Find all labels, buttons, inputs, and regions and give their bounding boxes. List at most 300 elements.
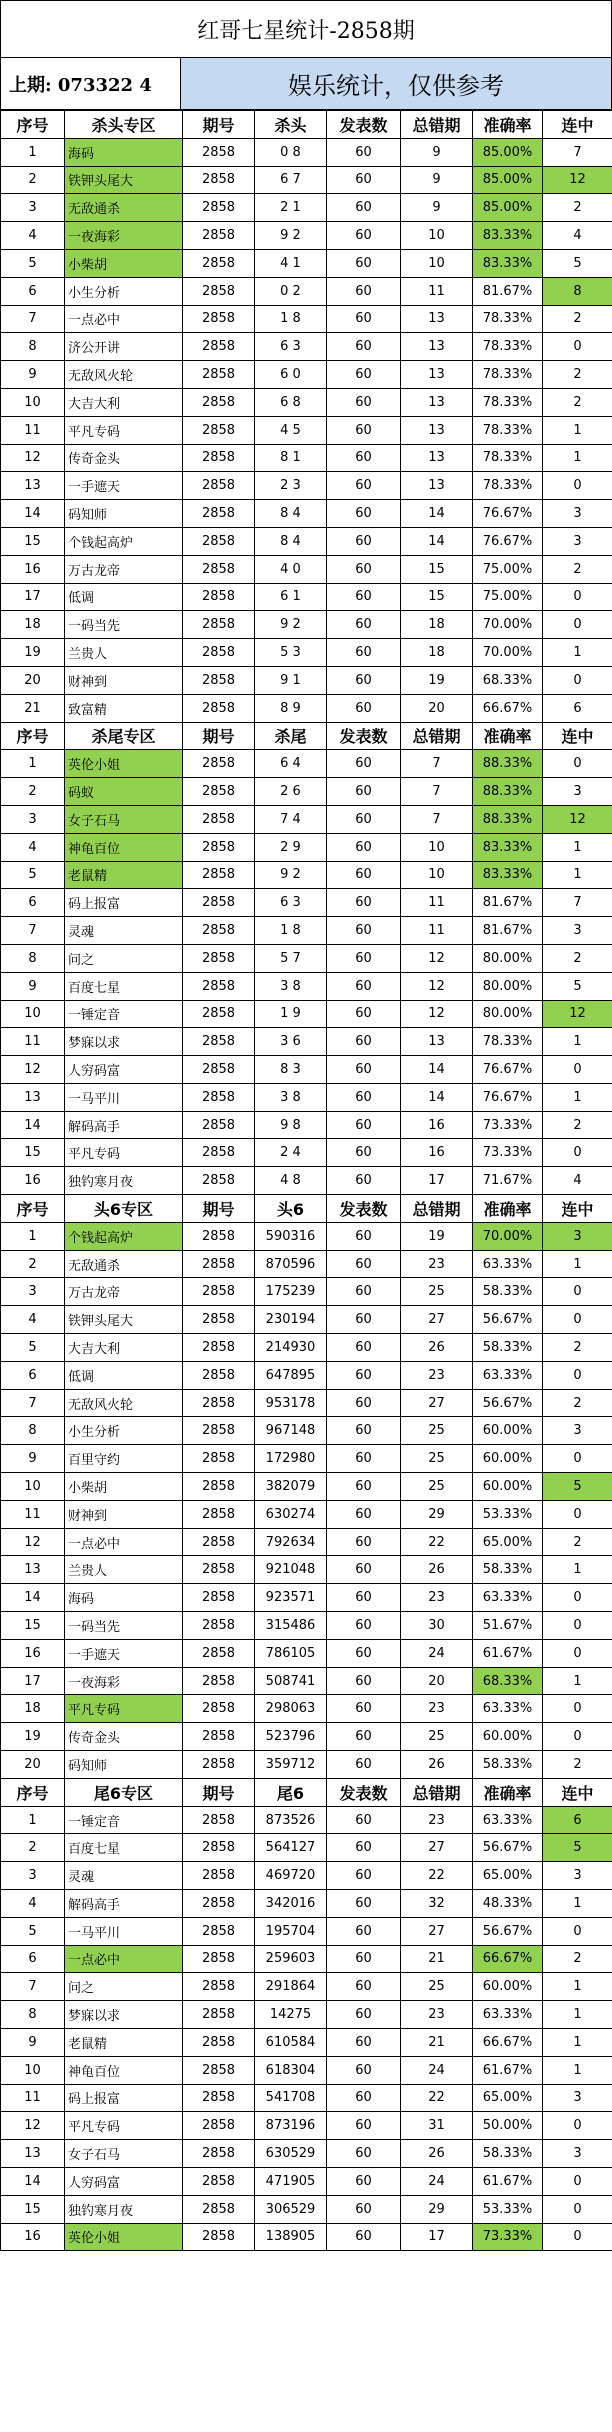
cell-total-misses: 23 xyxy=(401,1806,473,1834)
cell-prediction: 6 1 xyxy=(255,583,327,611)
cell-total-misses: 14 xyxy=(401,1083,473,1111)
cell-total-misses: 9 xyxy=(401,138,473,166)
cell-streak: 2 xyxy=(543,194,612,222)
cell-post-count: 60 xyxy=(327,1361,401,1389)
cell-post-count: 60 xyxy=(327,583,401,611)
cell-period: 2858 xyxy=(183,1334,255,1362)
cell-source-name: 平凡专码 xyxy=(65,2112,183,2140)
cell-source-name: 一锤定音 xyxy=(65,1000,183,1028)
cell-post-count: 60 xyxy=(327,639,401,667)
cell-accuracy: 78.33% xyxy=(473,444,543,472)
cell-source-name: 灵魂 xyxy=(65,1862,183,1890)
cell-post-count: 60 xyxy=(327,444,401,472)
cell-source-name: 海码 xyxy=(65,1584,183,1612)
cell-period: 2858 xyxy=(183,2056,255,2084)
cell-prediction: 214930 xyxy=(255,1334,327,1362)
cell-period: 2858 xyxy=(183,1695,255,1723)
cell-prediction: 6 3 xyxy=(255,333,327,361)
cell-prediction: 2 6 xyxy=(255,778,327,806)
cell-total-misses: 25 xyxy=(401,1445,473,1473)
cell-row-index: 4 xyxy=(1,1890,65,1918)
header-row-index: 序号 xyxy=(1,722,65,750)
cell-streak: 2 xyxy=(543,555,612,583)
cell-streak: 5 xyxy=(543,1473,612,1501)
cell-post-count: 60 xyxy=(327,1056,401,1084)
table-row xyxy=(1,1500,612,1528)
cell-prediction: 291864 xyxy=(255,1973,327,2001)
cell-total-misses: 13 xyxy=(401,333,473,361)
cell-total-misses: 10 xyxy=(401,833,473,861)
table-row xyxy=(1,2112,612,2140)
stats-table xyxy=(0,110,612,2251)
header-post-count: 发表数 xyxy=(327,722,401,750)
cell-source-name: 一点必中 xyxy=(65,305,183,333)
table-row xyxy=(1,305,612,333)
cell-streak: 7 xyxy=(543,889,612,917)
cell-accuracy: 81.67% xyxy=(473,277,543,305)
cell-prediction: 4 8 xyxy=(255,1167,327,1195)
cell-row-index: 14 xyxy=(1,2167,65,2195)
cell-row-index: 20 xyxy=(1,666,65,694)
cell-total-misses: 7 xyxy=(401,778,473,806)
cell-streak: 0 xyxy=(543,611,612,639)
cell-period: 2858 xyxy=(183,1056,255,1084)
cell-row-index: 10 xyxy=(1,388,65,416)
cell-accuracy: 73.33% xyxy=(473,2223,543,2251)
cell-period: 2858 xyxy=(183,1500,255,1528)
cell-accuracy: 63.33% xyxy=(473,1250,543,1278)
cell-prediction: 342016 xyxy=(255,1890,327,1918)
cell-accuracy: 65.00% xyxy=(473,1528,543,1556)
table-row xyxy=(1,388,612,416)
cell-streak: 0 xyxy=(543,1917,612,1945)
cell-total-misses: 23 xyxy=(401,2001,473,2029)
cell-source-name: 万古龙帝 xyxy=(65,1278,183,1306)
cell-period: 2858 xyxy=(183,388,255,416)
cell-prediction: 359712 xyxy=(255,1751,327,1779)
cell-row-index: 20 xyxy=(1,1751,65,1779)
cell-streak: 5 xyxy=(543,249,612,277)
cell-row-index: 7 xyxy=(1,1389,65,1417)
table-row xyxy=(1,778,612,806)
cell-total-misses: 26 xyxy=(401,1556,473,1584)
cell-period: 2858 xyxy=(183,1028,255,1056)
cell-total-misses: 24 xyxy=(401,2167,473,2195)
cell-accuracy: 66.67% xyxy=(473,694,543,722)
cell-period: 2858 xyxy=(183,2223,255,2251)
cell-source-name: 女子石马 xyxy=(65,2140,183,2168)
cell-prediction: 172980 xyxy=(255,1445,327,1473)
cell-total-misses: 18 xyxy=(401,639,473,667)
cell-period: 2858 xyxy=(183,2028,255,2056)
table-row xyxy=(1,944,612,972)
cell-accuracy: 53.33% xyxy=(473,2195,543,2223)
cell-post-count: 60 xyxy=(327,1806,401,1834)
cell-source-name: 兰贵人 xyxy=(65,1556,183,1584)
header-source-name: 杀尾专区 xyxy=(65,722,183,750)
cell-post-count: 60 xyxy=(327,249,401,277)
cell-prediction: 9 1 xyxy=(255,666,327,694)
cell-period: 2858 xyxy=(183,2195,255,2223)
cell-post-count: 60 xyxy=(327,166,401,194)
cell-accuracy: 88.33% xyxy=(473,750,543,778)
cell-streak: 1 xyxy=(543,2056,612,2084)
cell-period: 2858 xyxy=(183,1584,255,1612)
cell-source-name: 无敌通杀 xyxy=(65,1250,183,1278)
cell-post-count: 60 xyxy=(327,1834,401,1862)
cell-row-index: 16 xyxy=(1,2223,65,2251)
cell-prediction: 541708 xyxy=(255,2084,327,2112)
cell-total-misses: 16 xyxy=(401,1139,473,1167)
header-row-index: 序号 xyxy=(1,1778,65,1806)
cell-row-index: 6 xyxy=(1,889,65,917)
cell-accuracy: 80.00% xyxy=(473,944,543,972)
cell-prediction: 953178 xyxy=(255,1389,327,1417)
cell-streak: 3 xyxy=(543,917,612,945)
cell-streak: 0 xyxy=(543,1639,612,1667)
cell-row-index: 9 xyxy=(1,1445,65,1473)
header-total-misses: 总错期 xyxy=(401,722,473,750)
cell-row-index: 3 xyxy=(1,1862,65,1890)
table-row xyxy=(1,611,612,639)
cell-period: 2858 xyxy=(183,333,255,361)
table-row xyxy=(1,1556,612,1584)
cell-source-name: 小柴胡 xyxy=(65,1473,183,1501)
cell-total-misses: 13 xyxy=(401,416,473,444)
table-row xyxy=(1,1723,612,1751)
cell-accuracy: 83.33% xyxy=(473,249,543,277)
cell-accuracy: 88.33% xyxy=(473,778,543,806)
header-post-count: 发表数 xyxy=(327,1778,401,1806)
cell-row-index: 9 xyxy=(1,2028,65,2056)
cell-prediction: 610584 xyxy=(255,2028,327,2056)
cell-accuracy: 78.33% xyxy=(473,361,543,389)
cell-row-index: 12 xyxy=(1,1528,65,1556)
cell-streak: 1 xyxy=(543,1083,612,1111)
cell-row-index: 19 xyxy=(1,639,65,667)
cell-period: 2858 xyxy=(183,1945,255,1973)
cell-post-count: 60 xyxy=(327,194,401,222)
header-total-misses: 总错期 xyxy=(401,1778,473,1806)
cell-total-misses: 22 xyxy=(401,1528,473,1556)
cell-period: 2858 xyxy=(183,166,255,194)
cell-period: 2858 xyxy=(183,1751,255,1779)
cell-total-misses: 27 xyxy=(401,1834,473,1862)
table-row xyxy=(1,2001,612,2029)
cell-post-count: 60 xyxy=(327,861,401,889)
cell-source-name: 铁钾头尾大 xyxy=(65,1306,183,1334)
cell-accuracy: 70.00% xyxy=(473,611,543,639)
cell-post-count: 60 xyxy=(327,972,401,1000)
header-post-count: 发表数 xyxy=(327,111,401,139)
cell-post-count: 60 xyxy=(327,694,401,722)
cell-total-misses: 27 xyxy=(401,1389,473,1417)
cell-prediction: 175239 xyxy=(255,1278,327,1306)
cell-row-index: 8 xyxy=(1,944,65,972)
cell-accuracy: 66.67% xyxy=(473,2028,543,2056)
cell-post-count: 60 xyxy=(327,277,401,305)
cell-streak: 0 xyxy=(543,1500,612,1528)
cell-source-name: 解码高手 xyxy=(65,1890,183,1918)
cell-row-index: 15 xyxy=(1,2195,65,2223)
cell-row-index: 12 xyxy=(1,2112,65,2140)
cell-prediction: 792634 xyxy=(255,1528,327,1556)
cell-total-misses: 23 xyxy=(401,1695,473,1723)
cell-source-name: 老鼠精 xyxy=(65,861,183,889)
cell-post-count: 60 xyxy=(327,1389,401,1417)
cell-streak: 0 xyxy=(543,666,612,694)
cell-row-index: 11 xyxy=(1,1500,65,1528)
cell-total-misses: 11 xyxy=(401,277,473,305)
header-streak: 连中 xyxy=(543,722,612,750)
cell-row-index: 13 xyxy=(1,1556,65,1584)
cell-row-index: 5 xyxy=(1,1334,65,1362)
cell-accuracy: 68.33% xyxy=(473,666,543,694)
cell-post-count: 60 xyxy=(327,2223,401,2251)
table-row xyxy=(1,1945,612,1973)
cell-streak: 1 xyxy=(543,861,612,889)
cell-total-misses: 17 xyxy=(401,1167,473,1195)
cell-source-name: 一点必中 xyxy=(65,1945,183,1973)
cell-total-misses: 9 xyxy=(401,166,473,194)
cell-source-name: 一手遮天 xyxy=(65,472,183,500)
table-row xyxy=(1,1139,612,1167)
cell-period: 2858 xyxy=(183,1361,255,1389)
cell-source-name: 码蚁 xyxy=(65,778,183,806)
cell-prediction: 138905 xyxy=(255,2223,327,2251)
cell-streak: 0 xyxy=(543,750,612,778)
cell-row-index: 8 xyxy=(1,333,65,361)
cell-source-name: 海码 xyxy=(65,138,183,166)
cell-period: 2858 xyxy=(183,861,255,889)
table-row xyxy=(1,1083,612,1111)
cell-total-misses: 32 xyxy=(401,1890,473,1918)
cell-prediction: 8 4 xyxy=(255,500,327,528)
cell-total-misses: 25 xyxy=(401,1278,473,1306)
cell-post-count: 60 xyxy=(327,2195,401,2223)
cell-row-index: 10 xyxy=(1,2056,65,2084)
cell-period: 2858 xyxy=(183,1473,255,1501)
cell-streak: 5 xyxy=(543,972,612,1000)
cell-prediction: 967148 xyxy=(255,1417,327,1445)
cell-row-index: 11 xyxy=(1,1028,65,1056)
cell-accuracy: 70.00% xyxy=(473,1222,543,1250)
header-total-misses: 总错期 xyxy=(401,111,473,139)
cell-streak: 0 xyxy=(543,1306,612,1334)
page-title: 红哥七星统计-2858期 xyxy=(0,0,612,58)
table-row xyxy=(1,2167,612,2195)
cell-streak: 0 xyxy=(543,2223,612,2251)
cell-row-index: 1 xyxy=(1,1806,65,1834)
cell-prediction: 873196 xyxy=(255,2112,327,2140)
cell-source-name: 码知师 xyxy=(65,1751,183,1779)
cell-accuracy: 65.00% xyxy=(473,2084,543,2112)
cell-total-misses: 10 xyxy=(401,222,473,250)
cell-row-index: 15 xyxy=(1,1139,65,1167)
table-row xyxy=(1,1917,612,1945)
cell-period: 2858 xyxy=(183,222,255,250)
cell-period: 2858 xyxy=(183,361,255,389)
cell-source-name: 大吉大利 xyxy=(65,388,183,416)
cell-post-count: 60 xyxy=(327,1083,401,1111)
cell-row-index: 21 xyxy=(1,694,65,722)
cell-total-misses: 29 xyxy=(401,1500,473,1528)
cell-accuracy: 58.33% xyxy=(473,2140,543,2168)
cell-streak: 1 xyxy=(543,833,612,861)
cell-prediction: 4 1 xyxy=(255,249,327,277)
header-streak: 连中 xyxy=(543,111,612,139)
table-row xyxy=(1,1612,612,1640)
cell-prediction: 1 8 xyxy=(255,305,327,333)
cell-streak: 0 xyxy=(543,472,612,500)
cell-row-index: 17 xyxy=(1,1667,65,1695)
cell-accuracy: 56.67% xyxy=(473,1834,543,1862)
table-row xyxy=(1,639,612,667)
cell-streak: 2 xyxy=(543,944,612,972)
cell-post-count: 60 xyxy=(327,1306,401,1334)
cell-period: 2858 xyxy=(183,972,255,1000)
cell-post-count: 60 xyxy=(327,1667,401,1695)
cell-source-name: 一马平川 xyxy=(65,1917,183,1945)
cell-period: 2858 xyxy=(183,1806,255,1834)
cell-row-index: 11 xyxy=(1,2084,65,2112)
cell-prediction: 5 3 xyxy=(255,639,327,667)
cell-streak: 12 xyxy=(543,805,612,833)
cell-post-count: 60 xyxy=(327,1890,401,1918)
cell-post-count: 60 xyxy=(327,1584,401,1612)
cell-accuracy: 85.00% xyxy=(473,138,543,166)
cell-period: 2858 xyxy=(183,1723,255,1751)
cell-source-name: 万古龙帝 xyxy=(65,555,183,583)
cell-post-count: 60 xyxy=(327,1862,401,1890)
cell-streak: 1 xyxy=(543,1250,612,1278)
table-row xyxy=(1,1222,612,1250)
header-source-name: 尾6专区 xyxy=(65,1778,183,1806)
cell-post-count: 60 xyxy=(327,1973,401,2001)
cell-source-name: 神龟百位 xyxy=(65,833,183,861)
cell-accuracy: 76.67% xyxy=(473,500,543,528)
cell-period: 2858 xyxy=(183,555,255,583)
cell-source-name: 梦寐以求 xyxy=(65,1028,183,1056)
table-row xyxy=(1,361,612,389)
table-row xyxy=(1,249,612,277)
cell-total-misses: 13 xyxy=(401,388,473,416)
cell-streak: 0 xyxy=(543,333,612,361)
cell-prediction: 4 0 xyxy=(255,555,327,583)
cell-streak: 1 xyxy=(543,1973,612,2001)
cell-source-name: 老鼠精 xyxy=(65,2028,183,2056)
cell-period: 2858 xyxy=(183,611,255,639)
cell-source-name: 独钓寒月夜 xyxy=(65,2195,183,2223)
cell-post-count: 60 xyxy=(327,1222,401,1250)
table-row xyxy=(1,1528,612,1556)
cell-total-misses: 12 xyxy=(401,944,473,972)
cell-total-misses: 18 xyxy=(401,611,473,639)
cell-total-misses: 12 xyxy=(401,1000,473,1028)
table-row xyxy=(1,2028,612,2056)
header-period: 期号 xyxy=(183,1778,255,1806)
table-row xyxy=(1,750,612,778)
cell-period: 2858 xyxy=(183,917,255,945)
cell-row-index: 14 xyxy=(1,500,65,528)
cell-total-misses: 13 xyxy=(401,444,473,472)
cell-post-count: 60 xyxy=(327,1278,401,1306)
cell-streak: 3 xyxy=(543,1222,612,1250)
cell-row-index: 12 xyxy=(1,444,65,472)
cell-accuracy: 85.00% xyxy=(473,194,543,222)
table-row xyxy=(1,2223,612,2251)
cell-streak: 1 xyxy=(543,1667,612,1695)
cell-row-index: 15 xyxy=(1,1612,65,1640)
cell-source-name: 灵魂 xyxy=(65,917,183,945)
cell-source-name: 神龟百位 xyxy=(65,2056,183,2084)
cell-row-index: 18 xyxy=(1,1695,65,1723)
cell-prediction: 590316 xyxy=(255,1222,327,1250)
cell-total-misses: 21 xyxy=(401,1945,473,1973)
cell-row-index: 15 xyxy=(1,527,65,555)
cell-streak: 0 xyxy=(543,1723,612,1751)
cell-period: 2858 xyxy=(183,305,255,333)
cell-row-index: 6 xyxy=(1,1361,65,1389)
table-row xyxy=(1,444,612,472)
cell-source-name: 问之 xyxy=(65,1973,183,2001)
cell-post-count: 60 xyxy=(327,1612,401,1640)
cell-accuracy: 78.33% xyxy=(473,1028,543,1056)
cell-period: 2858 xyxy=(183,1111,255,1139)
cell-accuracy: 60.00% xyxy=(473,1723,543,1751)
cell-source-name: 平凡专码 xyxy=(65,416,183,444)
cell-accuracy: 58.33% xyxy=(473,1334,543,1362)
table-row xyxy=(1,1000,612,1028)
cell-accuracy: 63.33% xyxy=(473,1584,543,1612)
cell-source-name: 一夜海彩 xyxy=(65,222,183,250)
cell-accuracy: 63.33% xyxy=(473,1695,543,1723)
cell-total-misses: 13 xyxy=(401,305,473,333)
cell-prediction: 8 9 xyxy=(255,694,327,722)
cell-prediction: 2 4 xyxy=(255,1139,327,1167)
cell-post-count: 60 xyxy=(327,2028,401,2056)
cell-row-index: 5 xyxy=(1,1917,65,1945)
cell-period: 2858 xyxy=(183,2001,255,2029)
cell-streak: 3 xyxy=(543,778,612,806)
cell-source-name: 一手遮天 xyxy=(65,1639,183,1667)
table-row xyxy=(1,1751,612,1779)
cell-period: 2858 xyxy=(183,1667,255,1695)
cell-post-count: 60 xyxy=(327,944,401,972)
cell-prediction: 786105 xyxy=(255,1639,327,1667)
cell-streak: 2 xyxy=(543,388,612,416)
cell-total-misses: 27 xyxy=(401,1306,473,1334)
cell-row-index: 13 xyxy=(1,472,65,500)
cell-source-name: 个钱起高炉 xyxy=(65,1222,183,1250)
cell-post-count: 60 xyxy=(327,1250,401,1278)
cell-accuracy: 48.33% xyxy=(473,1890,543,1918)
header-total-misses: 总错期 xyxy=(401,1195,473,1223)
cell-prediction: 870596 xyxy=(255,1250,327,1278)
cell-source-name: 一码当先 xyxy=(65,611,183,639)
cell-streak: 3 xyxy=(543,2140,612,2168)
cell-prediction: 523796 xyxy=(255,1723,327,1751)
cell-post-count: 60 xyxy=(327,1695,401,1723)
cell-row-index: 1 xyxy=(1,138,65,166)
cell-prediction: 0 2 xyxy=(255,277,327,305)
cell-post-count: 60 xyxy=(327,833,401,861)
header-period: 期号 xyxy=(183,722,255,750)
table-row xyxy=(1,1334,612,1362)
cell-prediction: 1 9 xyxy=(255,1000,327,1028)
cell-period: 2858 xyxy=(183,2140,255,2168)
cell-prediction: 3 6 xyxy=(255,1028,327,1056)
